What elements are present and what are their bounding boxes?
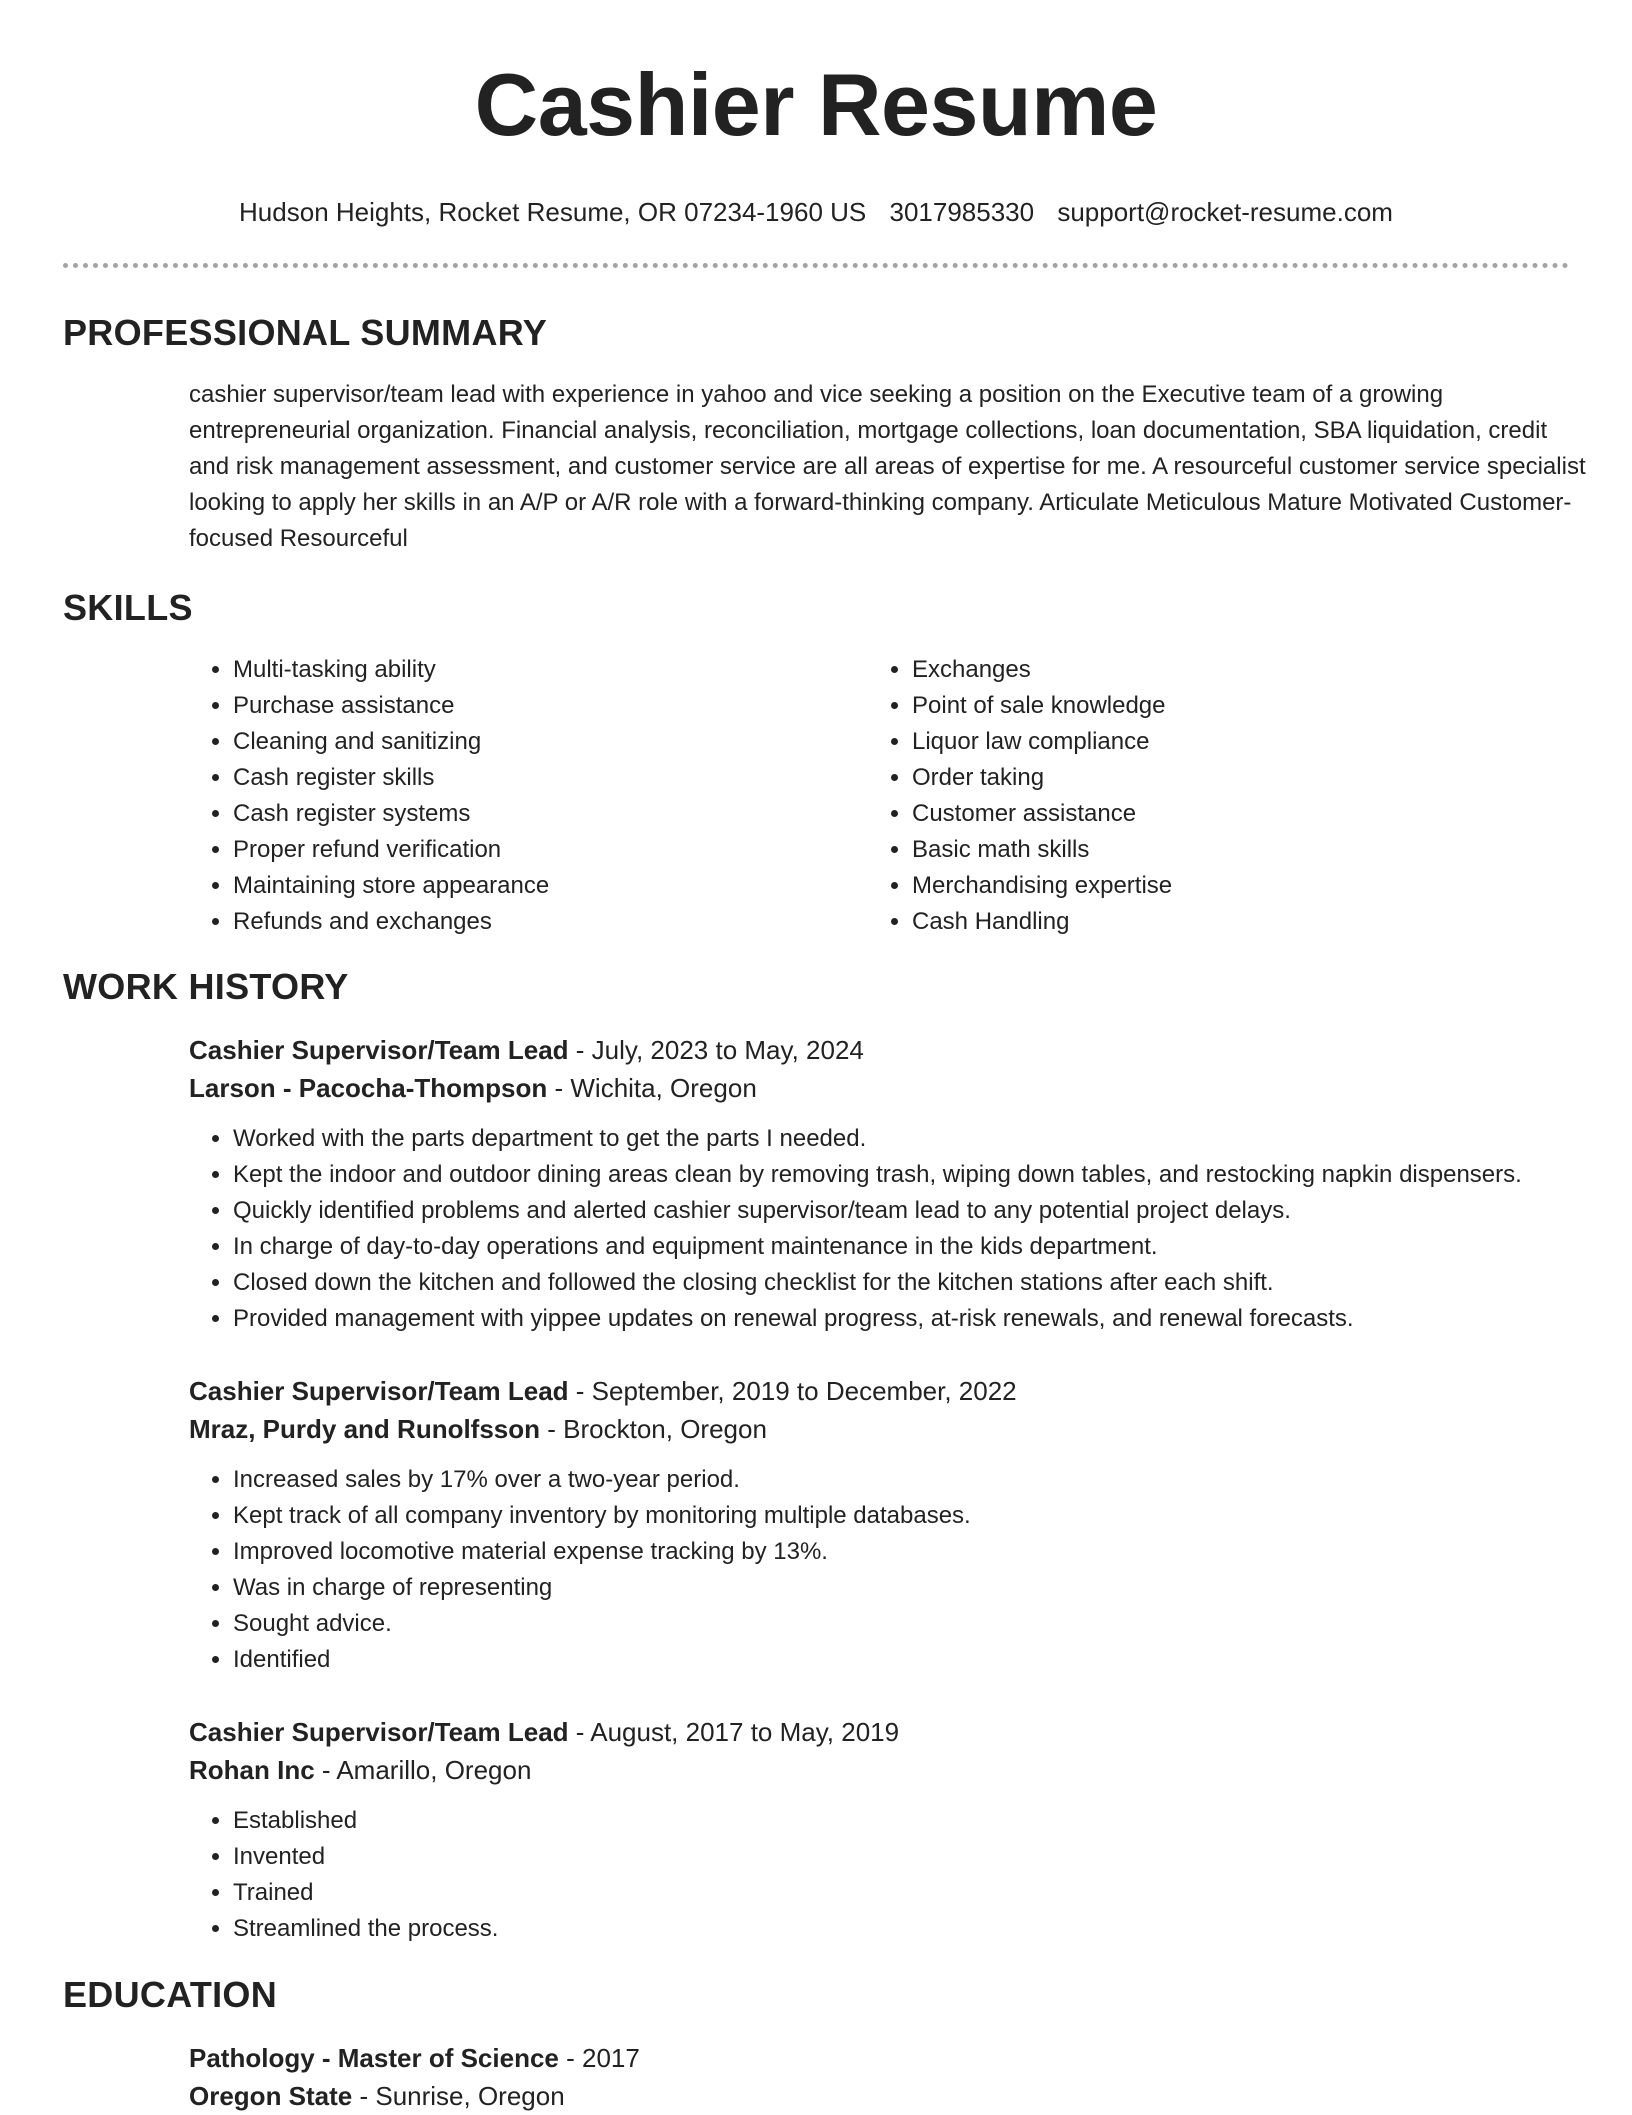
job-bullet: • Trained: [233, 1875, 1569, 1911]
skill-item: • Refunds and exchanges: [233, 904, 868, 940]
job-entry: [189, 1713, 1569, 1947]
job-bullet: • Kept the indoor and outdoor dining areas clean by removing trash, wiping down tables, and restocking napkin dispensers.: [233, 1157, 1569, 1193]
skills-column-left: [189, 652, 868, 940]
job-bullets: [189, 1462, 1569, 1678]
skill-item: • Cash register systems: [233, 796, 868, 832]
header-divider: [63, 263, 1569, 268]
job-title-line: [189, 1372, 1569, 1410]
skill-item: • Customer assistance: [912, 796, 1512, 832]
job-dates: - September, 2019 to December, 2022: [568, 1376, 1017, 1406]
job-company-line: [189, 1751, 1569, 1789]
job-location: - Wichita, Oregon: [547, 1073, 757, 1103]
job-company-line: [189, 1069, 1569, 1107]
job-bullet: • Kept track of all company inventory by monitoring multiple databases.: [233, 1498, 1569, 1534]
skill-item: • Exchanges: [912, 652, 1512, 688]
job-bullets: [189, 1121, 1569, 1337]
job-title-line: [189, 1713, 1569, 1751]
skill-item: • Order taking: [912, 760, 1512, 796]
skill-item: • Maintaining store appearance: [233, 868, 868, 904]
education-year: - 2017: [558, 2043, 640, 2073]
skill-item: • Cash Handling: [912, 904, 1512, 940]
job-bullet: • Increased sales by 17% over a two-year period.: [233, 1462, 1569, 1498]
job-dates: - August, 2017 to May, 2019: [568, 1717, 900, 1747]
skill-item: • Multi-tasking ability: [233, 652, 868, 688]
contact-email: support@rocket-resume.com: [1057, 197, 1393, 227]
job-title-line: [189, 1031, 1569, 1069]
job-bullet: • Provided management with yippee updates on renewal progress, at-risk renewals, and renewal forecasts.: [233, 1301, 1569, 1337]
education-school-line: [189, 2077, 1569, 2115]
job-bullet: • In charge of day-to-day operations and equipment maintenance in the kids department.: [233, 1229, 1569, 1265]
skill-item: • Point of sale knowledge: [912, 688, 1512, 724]
skills-heading: SKILLS: [63, 587, 193, 628]
job-location: - Amarillo, Oregon: [314, 1755, 532, 1785]
skill-item: • Merchandising expertise: [912, 868, 1512, 904]
work-history-heading: WORK HISTORY: [63, 966, 349, 1007]
job-dates: - July, 2023 to May, 2024: [568, 1035, 864, 1065]
resume-title: Cashier Resume: [474, 55, 1158, 154]
job-bullet: • Sought advice.: [233, 1606, 1569, 1642]
summary-heading: PROFESSIONAL SUMMARY: [63, 312, 548, 353]
job-bullet: • Quickly identified problems and alerted cashier supervisor/team lead to any potential project delays.: [233, 1193, 1569, 1229]
job-entry: [189, 1031, 1569, 1337]
education-location: - Sunrise, Oregon: [352, 2081, 565, 2111]
skills-list: [189, 652, 1569, 940]
job-bullet: • Invented: [233, 1839, 1569, 1875]
skills-column-right: [868, 652, 1512, 940]
job-company: Mraz, Purdy and Runolfsson: [189, 1414, 541, 1444]
contact-phone: 3017985330: [889, 197, 1035, 227]
education-heading: EDUCATION: [63, 1974, 278, 2015]
job-company: Larson - Pacocha-Thompson: [189, 1073, 548, 1103]
job-bullet: • Identified: [233, 1642, 1569, 1678]
job-bullet: • Was in charge of representing: [233, 1570, 1569, 1606]
skill-item: • Cleaning and sanitizing: [233, 724, 868, 760]
job-company-line: [189, 1410, 1569, 1448]
job-bullet: • Closed down the kitchen and followed the closing checklist for the kitchen stations after each shift.: [233, 1265, 1569, 1301]
skill-item: • Cash register skills: [233, 760, 868, 796]
education-degree-line: [189, 2039, 1569, 2077]
job-bullet: • Worked with the parts department to get the parts I needed.: [233, 1121, 1569, 1157]
education-entry: [189, 2039, 1569, 2115]
job-role: Cashier Supervisor/Team Lead: [189, 1717, 569, 1747]
skill-item: • Purchase assistance: [233, 688, 868, 724]
skill-item: • Basic math skills: [912, 832, 1512, 868]
job-location: - Brockton, Oregon: [540, 1414, 767, 1444]
job-entry: [189, 1372, 1569, 1678]
summary-text: cashier supervisor/team lead with experience in yahoo and vice seeking a position on the Executive team of a growing entrepreneurial organization. Financial analysis, reconciliation, mortgage collections, loan documentation, SBA liquidation, credit and risk management assessment, and customer service are all areas of expertise for me. A resourceful customer service specialist looking to apply her skills in an A/P or A/R role with a forward-thinking company. Articulate Meticulous Mature Motivated Customer-focused Resourceful: [189, 381, 1586, 552]
job-role: Cashier Supervisor/Team Lead: [189, 1035, 569, 1065]
job-bullets: [189, 1803, 1569, 1947]
job-bullet: • Established: [233, 1803, 1569, 1839]
skill-item: • Proper refund verification: [233, 832, 868, 868]
job-company: Rohan Inc: [189, 1755, 315, 1785]
education-degree: Pathology - Master of Science: [189, 2043, 559, 2073]
contact-address: Hudson Heights, Rocket Resume, OR 07234-1960 US: [239, 197, 867, 227]
job-bullet: • Streamlined the process.: [233, 1911, 1569, 1947]
education-school: Oregon State: [189, 2081, 353, 2111]
job-role: Cashier Supervisor/Team Lead: [189, 1376, 569, 1406]
skill-item: • Liquor law compliance: [912, 724, 1512, 760]
contact-line: [63, 197, 1569, 227]
job-bullet: • Improved locomotive material expense tracking by 13%.: [233, 1534, 1569, 1570]
